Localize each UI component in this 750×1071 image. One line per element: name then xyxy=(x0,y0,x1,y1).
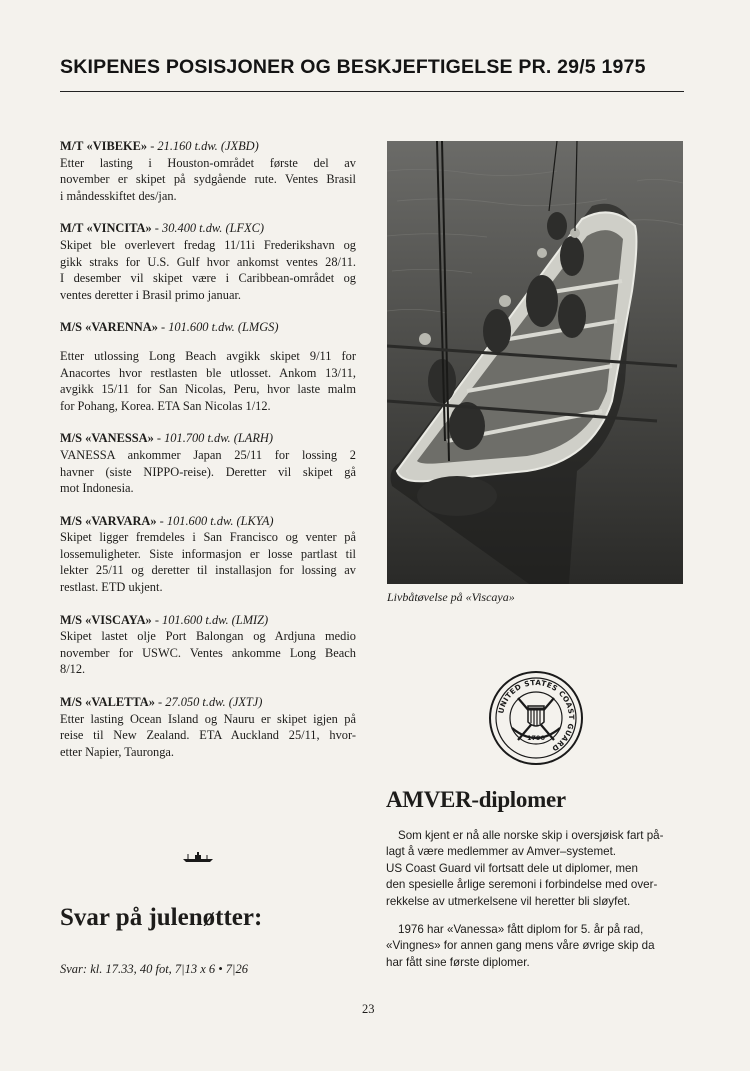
ship-entry-heading xyxy=(60,694,356,711)
ship-entry-body xyxy=(60,237,356,303)
ship-entry-heading xyxy=(60,513,356,530)
ship-name: «VIBEKE» xyxy=(86,139,148,153)
body-line: etter Napier, Tauronga. xyxy=(60,744,175,759)
body-line: for Pohang, Korea. ETA San Nicolas 1/12. xyxy=(60,398,271,413)
ship-entry xyxy=(60,220,356,303)
body-line: den spesielle årlige seremoni i forbindelse med over- xyxy=(386,878,658,892)
julenotter-title: Svar på julenøtter: xyxy=(60,904,263,931)
header-rule xyxy=(60,91,684,92)
body-line: Etter lasting i Houston-området første del av xyxy=(60,155,356,170)
body-line: Etter lasting Ocean Island og Nauru er skipet igjen på xyxy=(60,711,356,726)
ship-type: M/S xyxy=(60,612,83,627)
ship-type: M/T xyxy=(60,139,84,153)
ship-type: M/S xyxy=(60,320,83,335)
body-line: lekter 25/11 og deretter til installasjon for lossing av xyxy=(60,563,356,578)
ship-entry xyxy=(60,694,356,760)
body-line: 8/12. xyxy=(60,662,86,677)
ship-meta: - 101.600 t.dw. (LMGS) xyxy=(157,320,279,335)
body-line: gikk straks for U.S. Gulf hvor ankomst ventes 28/11. xyxy=(60,254,356,269)
body-line: lagt å være medlemmer av Amver–systemet. xyxy=(386,845,617,859)
body-line: VANESSA ankommer Japan 25/11 for lossing 2 xyxy=(60,447,356,462)
body-line: avgikk 15/11 for San Nicolas, Peru, hvor laste malm xyxy=(60,382,356,397)
body-line: havner (siste NIPPO-reise). Deretter vil skipet gå xyxy=(60,464,356,479)
ship-entry-heading xyxy=(60,612,356,629)
ship-entry xyxy=(60,138,356,204)
photo-caption: Livbåtøvelse på «Viscaya» xyxy=(387,590,515,604)
spacer xyxy=(60,336,356,348)
body-line: «Vingnes» for annen gang mens våre øvrige skip da xyxy=(386,939,655,953)
ship-icon xyxy=(182,850,214,864)
body-line: mot Indonesia. xyxy=(60,481,134,496)
ship-type: M/S xyxy=(60,695,83,710)
ship-name: «VISCAYA» xyxy=(85,612,152,627)
body-line: 1976 har «Vanessa» fått diplom for 5. år på rad, xyxy=(398,923,644,937)
ship-name: «VARVARA» xyxy=(85,513,157,528)
body-line: november for USWC. Ventes ankomme Long Beach xyxy=(60,645,356,660)
body-line: Etter utlossing Long Beach avgikk skipet 9/11 for xyxy=(60,348,356,363)
ship-entry-body xyxy=(60,348,356,414)
ship-name: «VINCITA» xyxy=(86,221,152,236)
ship-meta: - 101.600 t.dw. (LMIZ) xyxy=(151,612,269,627)
body-line: rekkelse av utmerkelsene vil heretter bli sløyfet. xyxy=(386,894,631,908)
ship-entry-body xyxy=(60,529,356,595)
body-line: Anacortes hvor restlasten ble utlosset. Ankom 13/11, xyxy=(60,365,356,380)
ship-meta: - 30.400 t.dw. (LFXC) xyxy=(151,221,265,236)
ship-name: «VALETTA» xyxy=(85,695,155,710)
ship-entry xyxy=(60,430,356,496)
ship-list xyxy=(60,138,356,776)
ship-meta: - 21.160 t.dw. (JXBD) xyxy=(147,139,259,153)
body-line: november er skipet på sydgående rute. Ventes Brasil xyxy=(60,172,356,187)
ship-entry-heading xyxy=(60,319,356,336)
body-line: restlast. ETD ukjent. xyxy=(60,580,163,595)
ship-meta: - 101.600 t.dw. (LKYA) xyxy=(156,513,274,528)
ship-meta: - 101.700 t.dw. (LARH) xyxy=(153,431,273,446)
ship-type: M/T xyxy=(60,221,84,236)
ship-entry-heading xyxy=(60,220,356,237)
ship-type: M/S xyxy=(60,431,83,446)
ship-entry xyxy=(60,513,356,596)
ship-entry-body xyxy=(60,447,356,497)
ship-entry-heading xyxy=(60,138,356,155)
seal-year: 1790 xyxy=(526,734,546,742)
body-line: Skipet ble overlevert fredag 11/11i Frederikshavn og xyxy=(60,237,356,252)
ship-entry xyxy=(60,319,356,414)
ship-meta: - 27.050 t.dw. (JXTJ) xyxy=(154,695,263,710)
amver-paragraph-1 xyxy=(386,828,684,910)
lifeboat-photo xyxy=(387,141,683,584)
body-line: Som kjent er nå alle norske skip i oversjøisk fart på- xyxy=(398,829,664,842)
ship-entry xyxy=(60,612,356,678)
body-line: US Coast Guard vil fortsatt dele ut diplomer, men xyxy=(386,861,638,875)
ship-type: M/S xyxy=(60,513,83,528)
amver-title: AMVER-diplomer xyxy=(386,787,566,812)
ship-entry-body xyxy=(60,155,356,205)
ship-name: «VARENNA» xyxy=(85,320,158,335)
body-line: lossemuligheter. Siste informasjon er losse partlast til xyxy=(60,546,356,561)
page-number: 23 xyxy=(362,1002,375,1016)
coast-guard-seal-icon xyxy=(488,670,584,766)
body-line: Skipet lastet olje Port Balongan og Ardjuna medio xyxy=(60,629,356,644)
ship-entry-body xyxy=(60,628,356,678)
page-title: SKIPENES POSISJONER OG BESKJEFTIGELSE PR. 29/5 1975 xyxy=(60,56,646,78)
amver-body xyxy=(386,828,684,983)
body-line: I desember vil skipet være i Caribbean-området og xyxy=(60,271,356,286)
body-line: har fått sine første diplomer. xyxy=(386,955,530,969)
body-line: reise til New Zealand. ETA Auckland 25/11, hvor- xyxy=(60,728,356,743)
body-line: i måndesskiftet des/jan. xyxy=(60,188,177,203)
body-line: Skipet ligger fremdeles i San Francisco og venter på xyxy=(60,530,356,545)
ship-entry-body xyxy=(60,711,356,761)
ship-entry-heading xyxy=(60,430,356,447)
seal-ring-text: UNITED STATES COAST GUARD xyxy=(496,677,577,754)
lifeboat-illustration xyxy=(387,141,683,584)
ship-name: «VANESSA» xyxy=(85,431,154,446)
body-line: ventes deretter i Brasil primo januar. xyxy=(60,287,241,302)
julenotter-answer: Svar: kl. 17.33, 40 fot, 7|13 x 6 • 7|26 xyxy=(60,962,248,976)
amver-paragraph-2 xyxy=(386,922,684,971)
